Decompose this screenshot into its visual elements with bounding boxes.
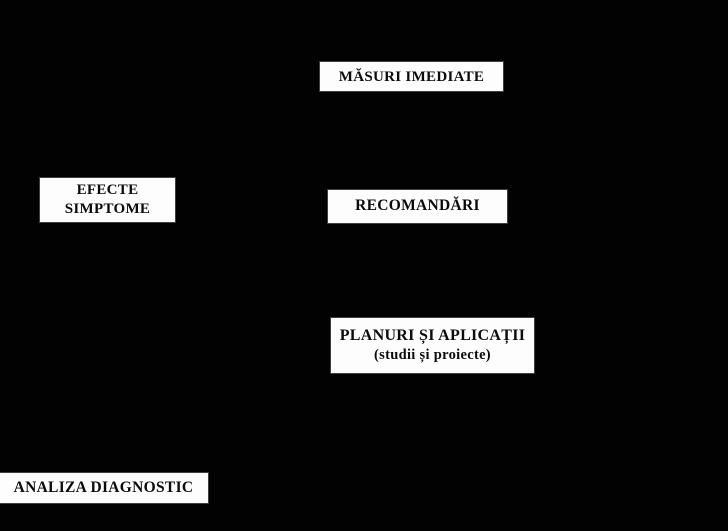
box-recomandari-label: RECOMANDĂRI	[355, 197, 480, 215]
box-recomandari	[327, 189, 508, 224]
box-planuri-aplicatii-line2: (studii și proiecte)	[374, 347, 491, 364]
box-analiza-diagnostic	[0, 472, 209, 504]
box-masuri-imediate-label: MĂSURI IMEDIATE	[338, 68, 485, 85]
box-masuri-imediate	[319, 61, 504, 92]
box-efecte-simptome-line2: SIMPTOME	[64, 201, 151, 217]
box-planuri-aplicatii	[330, 317, 535, 374]
box-planuri-aplicatii-line1: PLANURI ȘI APLICAȚII	[339, 326, 526, 344]
box-efecte-simptome	[39, 177, 176, 223]
box-efecte-simptome-line1: EFECTE	[76, 182, 139, 199]
box-analiza-diagnostic-label: ANALIZA DIAGNOSTIC	[13, 478, 194, 496]
